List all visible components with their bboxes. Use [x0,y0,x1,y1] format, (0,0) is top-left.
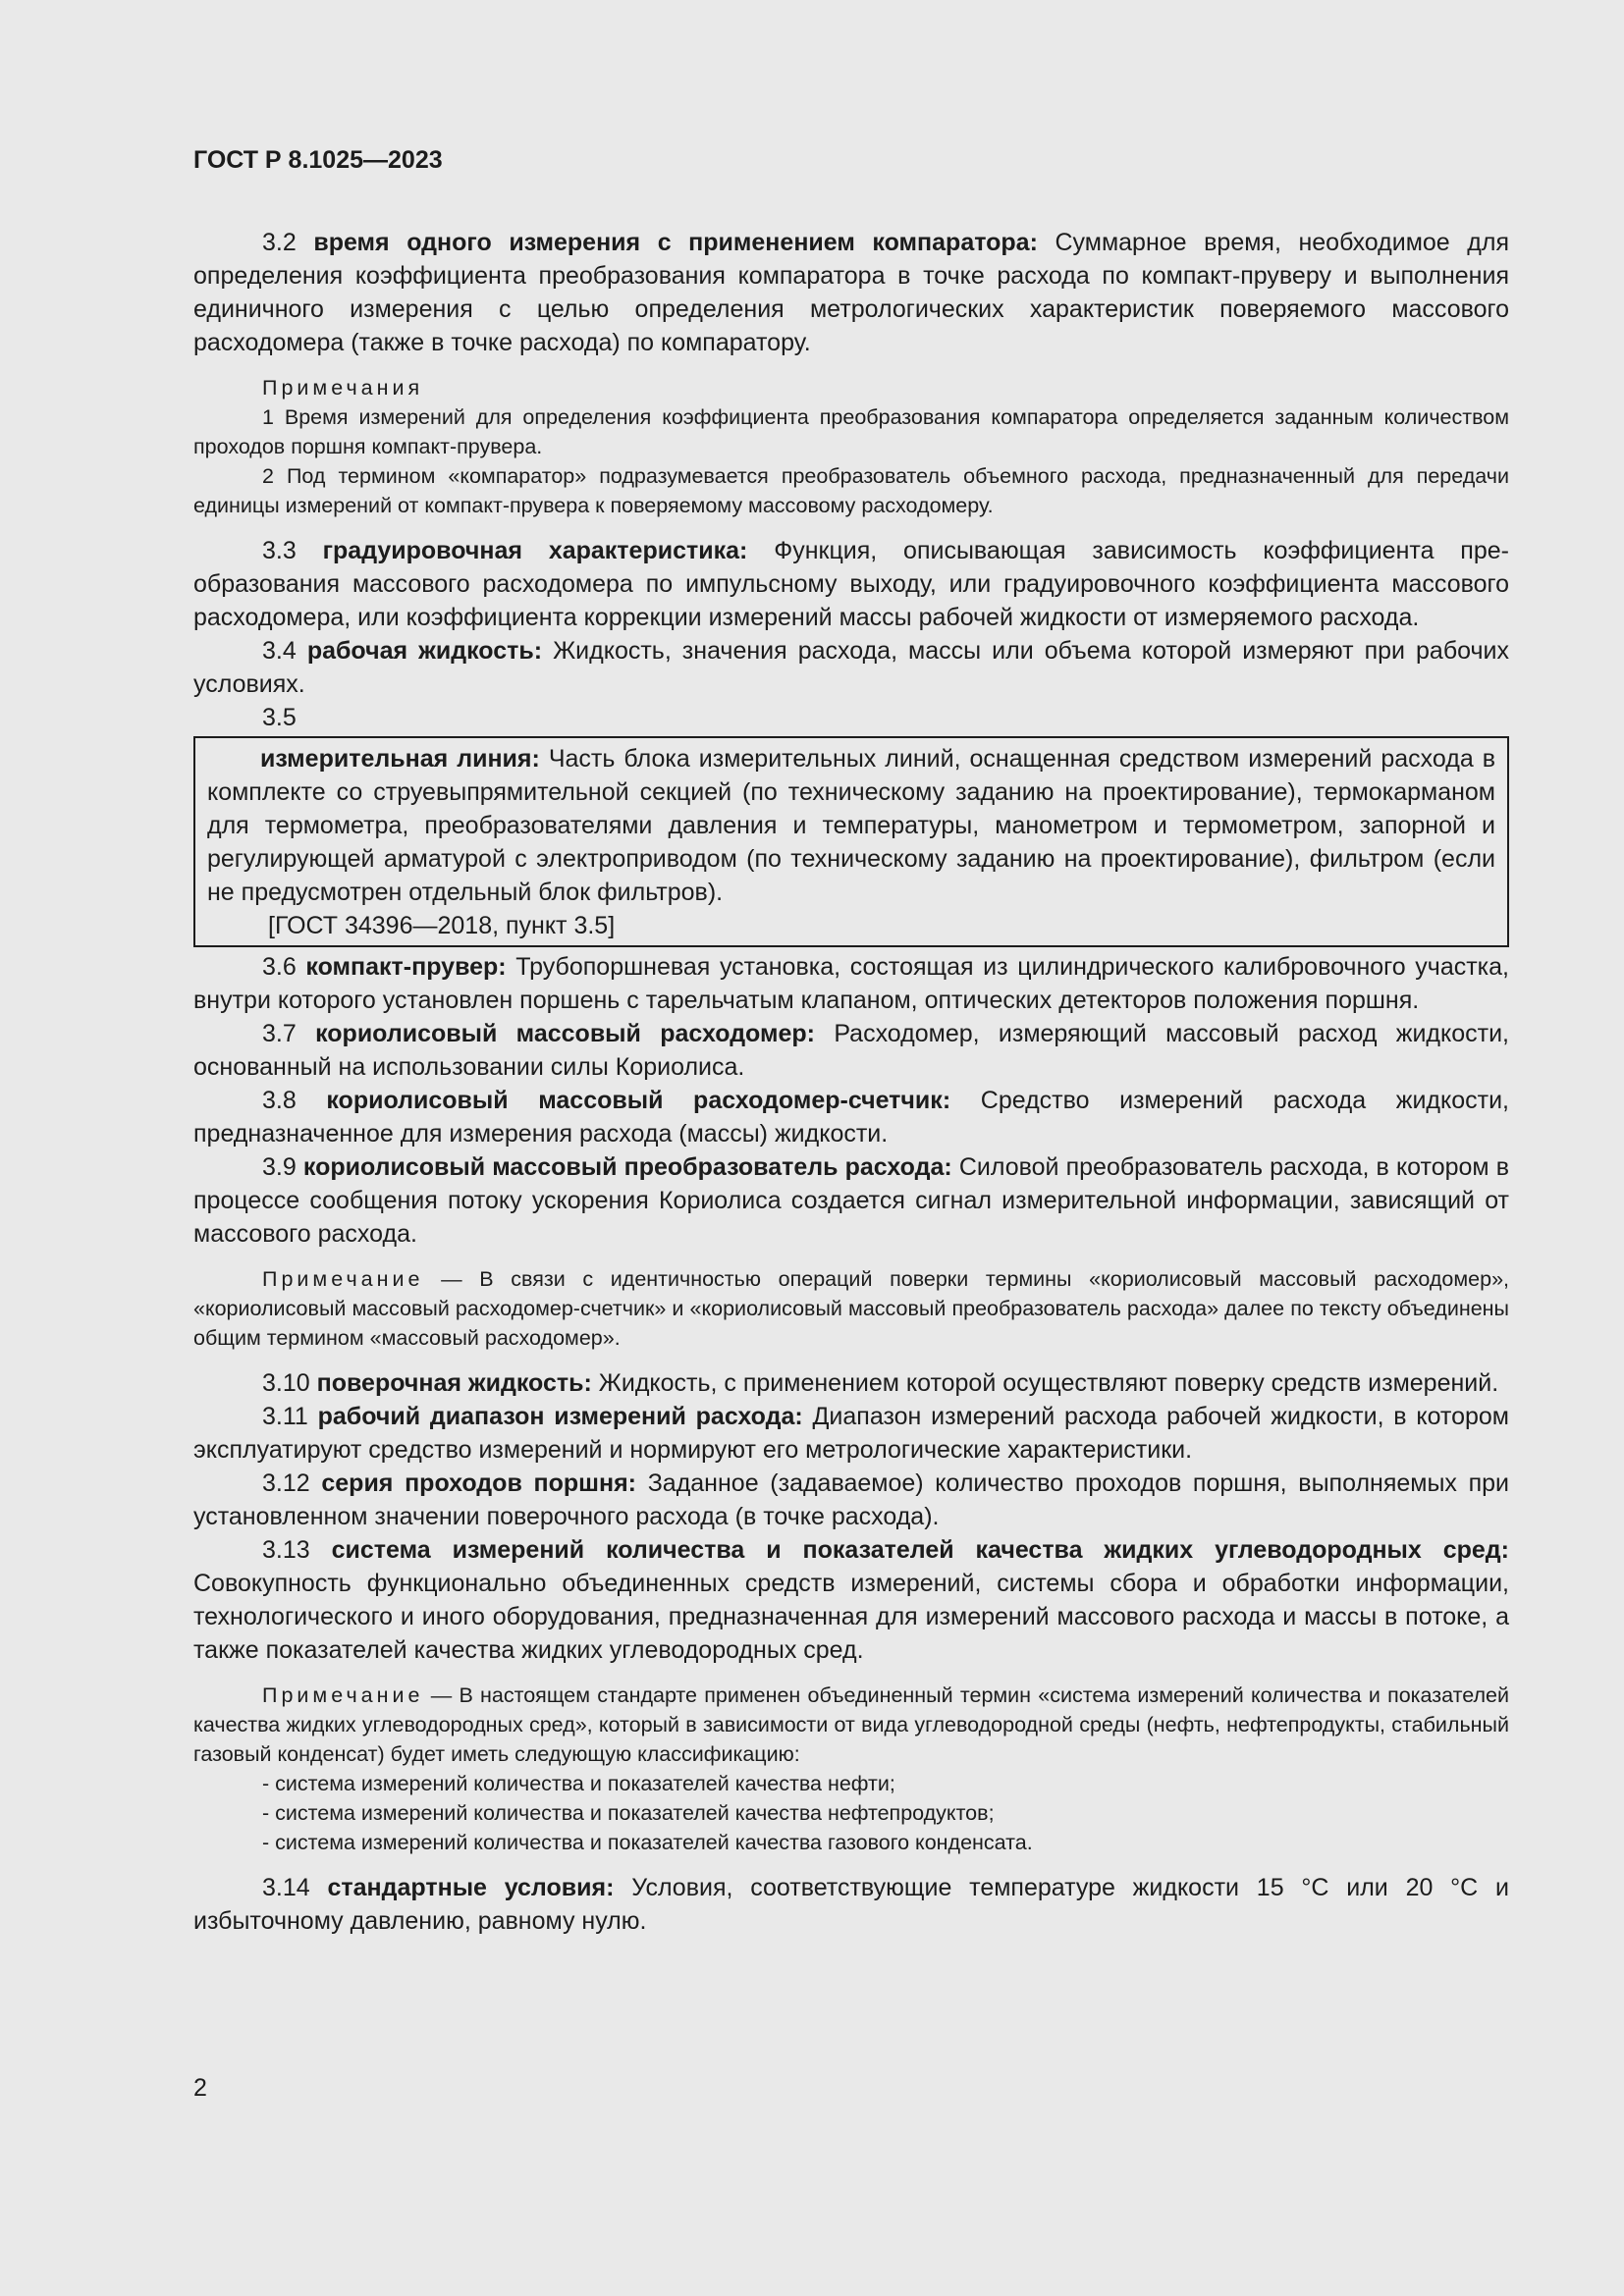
term-title: компакт-прувер: [305,953,507,981]
term-title: кориолисовый массовый расходомер-счетчик: [326,1087,951,1114]
term-title: измерительная линия: [260,745,540,773]
term-definition: Средство измерений расхода жидкости, предназначенное для измерения расхода (массы) жидкости. [193,1087,1510,1148]
document-header: ГОСТ Р 8.1025—2023 [193,146,443,174]
list-item: - система измерений количества и показателей качества нефти; [262,1772,895,1795]
term-number: 3.9 [262,1153,297,1181]
notes-title: Примечания [262,376,424,400]
term-definition: Совокупность функционально объединенных средств измерений, системы сбора и обработки информации, технологического и иного оборудования, предназначенная для измерений массового расхода и массы в потоке, а также показателей качества жидких углеводородных сред. [193,1570,1509,1664]
page-number: 2 [193,2074,207,2102]
term-definition: Расходомер, измеряющий массовый расход жидкости, основанный на использовании силы Кориолиса. [193,1020,1510,1081]
term-number: 3.3 [262,537,297,564]
term-3-13 [193,1533,1509,1667]
term-3-5 [207,742,1495,909]
term-title: серия проходов поршня: [321,1469,636,1497]
term-number: 3.6 [262,953,297,981]
term-3-11 [193,1400,1509,1467]
term-3-9 [193,1150,1509,1251]
term-3-5-number: 3.5 [262,704,297,731]
term-definition: Жидкость, значения расхода, массы или объема которой измеряют при рабочих условиях. [193,637,1509,698]
term-number: 3.10 [262,1369,310,1397]
term-reference: [ГОСТ 34396—2018, пункт 3.5] [268,912,616,939]
term-number: 3.7 [262,1020,297,1047]
note-body: — В связи с идентичностью операций поверки термины «кориолисовый массовый расходомер», «кориолисовый массовый расходомер-счетчик» и «кориолисовый массовый преобразователь расхода» далее по тексту объединены общим термином «массовый расходомер». [193,1267,1509,1350]
term-3-2 [193,226,1509,359]
term-title: поверочная жидкость: [316,1369,592,1397]
term-definition: Условия, соответствующие температуре жидкости 15 °С или 20 °С и избыточному давлению, равному нулю. [193,1874,1510,1935]
term-number: 3.14 [262,1874,310,1901]
term-3-12 [193,1467,1509,1533]
term-definition: Трубопоршневая установка, состоящая из цилиндрического калибровочного участка, внутри которого установлен поршень с тарельчатым клапаном, оптических детекторов положения поршня. [193,953,1510,1014]
note-3-13 [193,1681,1509,1857]
note-item: 2 Под термином «компаратор» подразумевается преобразователь объемного расхода, предназначенный для передачи единицы измерений от компакт-прувера к поверяемому массовому расходомеру. [193,464,1509,517]
term-number: 3.13 [262,1536,310,1564]
term-number: 3.2 [262,229,297,256]
list-item: - система измерений количества и показателей качества нефтепродуктов; [262,1801,995,1825]
term-title: время одного измерения с применением компаратора: [313,229,1038,256]
note-title: Примечание [262,1267,424,1291]
term-title: кориолисовый массовый расходомер: [315,1020,815,1047]
term-number: 3.8 [262,1087,297,1114]
term-3-4 [193,634,1509,701]
term-number: 3.11 [262,1403,308,1430]
term-title: рабочий диапазон измерений расхода: [317,1403,803,1430]
document-page [193,145,1509,1938]
notes-3-2 [193,373,1509,520]
term-definition: Силовой преобразователь расхода, в котором в процессе сообщения потоку ускорения Кориолиса создается сигнал измерительной информации, зависящий от массового расхода. [193,1153,1509,1248]
note-text [193,1681,1509,1769]
term-definition: Заданное (задаваемое) количество проходов поршня, выполняемых при установленном значении поверочного расхода (в точке расхода). [193,1469,1510,1530]
term-number: 3.4 [262,637,297,665]
note-text [193,1264,1509,1353]
term-3-6 [193,950,1509,1017]
term-definition: Часть блока измерительных линий, оснащенная средством измерений расхода в комплекте со струевыпрямительной секцией (по техническому заданию на проектирование), термокарманом для термометра, преобразователями давления и температуры, манометром и термометром, запорной и регулирующей арматурой с электроприводом (по техническому заданию на проектирование), фильтром (если не предусмотрен отдельный блок фильтров). [207,745,1496,906]
term-title: кориолисовый массовый преобразователь расхода: [302,1153,952,1181]
term-3-8 [193,1084,1509,1150]
term-number: 3.12 [262,1469,310,1497]
note-title: Примечание [262,1683,424,1707]
term-title: стандартные условия: [327,1874,615,1901]
term-definition: Функция, описывающая зависимость коэффициента преобразования массового расходомера по импульсному выходу, или градуировочного коэффициента массового расходомера, или коэффициента коррекции измерений массы рабочей жидкости от измеряемого расхода. [193,537,1509,631]
term-3-7 [193,1017,1509,1084]
term-3-3 [193,534,1509,634]
note-body: — В настоящем стандарте применен объединенный термин «система измерений количества и показателей качества жидких углеводородных сред», который в зависимости от вида углеводородной среды (нефть, нефтепродукты, стабильный газовый конденсат) будет иметь следующую классификацию: [193,1683,1509,1766]
term-definition: Диапазон измерений расхода рабочей жидкости, в котором эксплуатируют средство измерений и нормируют его метрологические характеристики. [193,1403,1509,1464]
term-title: градуировочная характеристика: [322,537,748,564]
term-3-10 [193,1366,1509,1400]
note-3-9 [193,1264,1509,1353]
term-3-14 [193,1871,1509,1938]
list-item: - система измерений количества и показателей качества газового конденсата. [262,1831,1033,1854]
note-item: 1 Время измерений для определения коэффициента преобразования компаратора определяется заданным количеством проходов поршня компакт-прувера. [193,405,1509,458]
term-definition: Жидкость, с применением которой осуществляют поверку средств измерений. [598,1369,1499,1397]
term-title: система измерений количества и показателей качества жидких углеводородных сред: [331,1536,1509,1564]
term-3-5-box [193,736,1509,947]
term-definition: Суммарное время, необходимое для определения коэффициента преобразования компаратора в точке расхода по компакт-пруверу и выполнения единичного измерения с целью определения метрологических характеристик поверяемого массового расходомера (также в точке расхода) по компаратору. [193,229,1509,356]
term-title: рабочая жидкость: [306,637,543,665]
